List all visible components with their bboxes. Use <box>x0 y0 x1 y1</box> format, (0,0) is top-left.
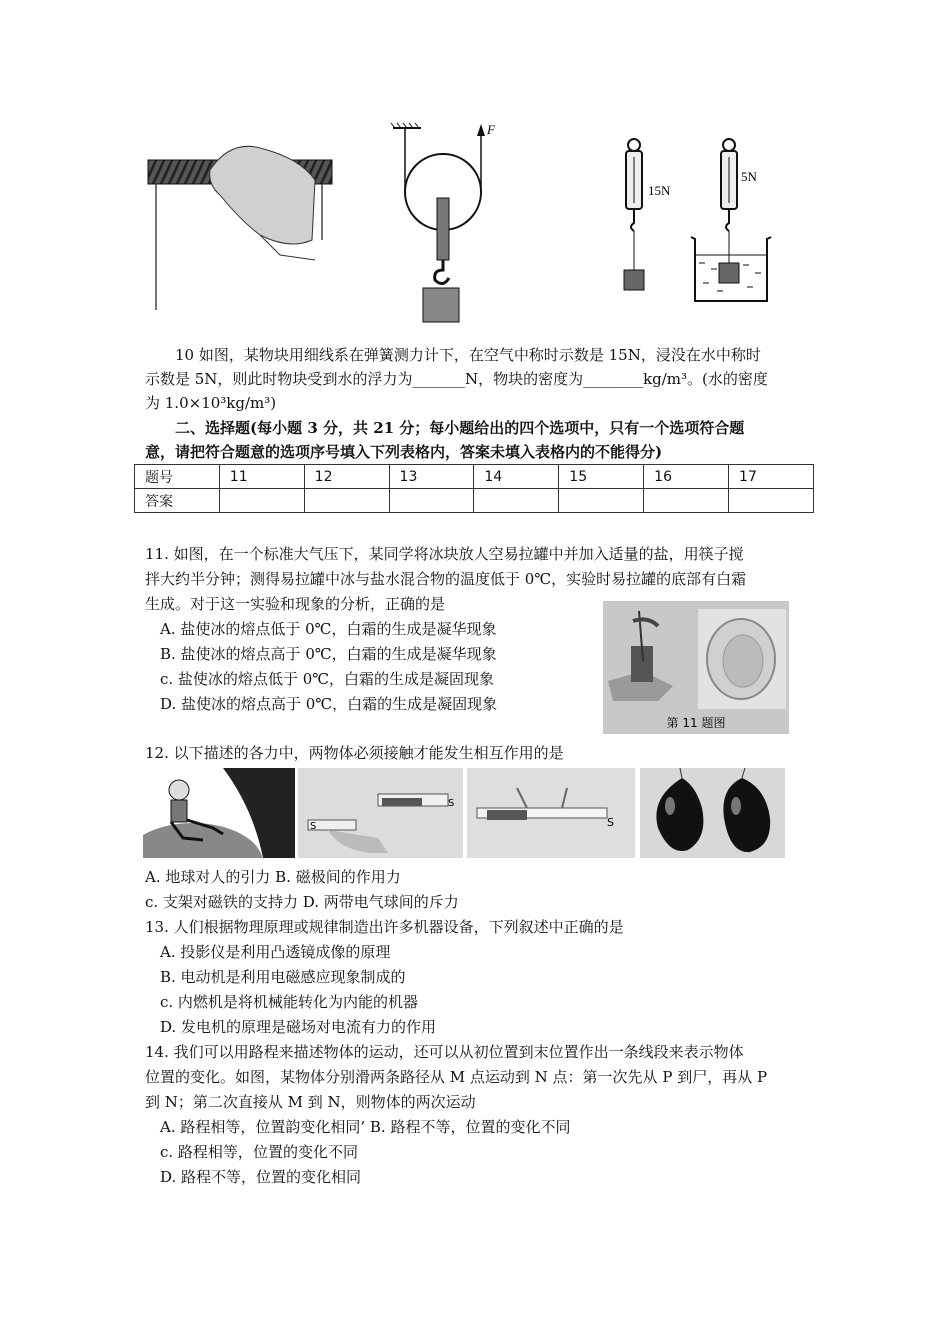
q12-options-a-b: A. 地球对人的引力 B. 磁极间的作用力 <box>145 868 401 886</box>
answer-cell[interactable] <box>729 489 814 513</box>
q11-option-b: B. 盐使冰的熔点高于 0℃，白霜的生成是凝华现象 <box>160 645 497 663</box>
answer-cell[interactable] <box>474 489 559 513</box>
q14-line-1: 14. 我们可以用路程来描述物体的运动，还可以从初位置到末位置作出一条线段来表示物体 <box>145 1043 744 1061</box>
answer-cell[interactable] <box>644 489 729 513</box>
answer-cell[interactable] <box>559 489 644 513</box>
q12-image-a-earth-boy <box>143 768 295 858</box>
q13-option-b: B. 电动机是利用电磁感应现象制成的 <box>160 968 406 986</box>
q10-line-1: 10 如图，某物块用细线系在弹簧测力计下，在空气中称时示数是 15N，浸没在水中称时 <box>175 346 761 364</box>
q12-stem: 12. 以下描述的各力中，两物体必须接触才能发生相互作用的是 <box>145 744 564 762</box>
rope-hand-figure <box>140 140 340 330</box>
q13-stem: 13. 人们根据物理原理或规律制造出许多机器设备，下列叙述中正确的是 <box>145 918 624 936</box>
answer-cell[interactable] <box>304 489 389 513</box>
table-cell: 17 <box>729 465 814 489</box>
q12-image-c-magnet-stand <box>467 768 635 858</box>
magnet-label-s: S <box>310 821 317 832</box>
table-header-number: 题号 <box>135 465 220 489</box>
q12-options-c-d: c. 支架对磁铁的支持力 D. 两带电气球间的斥力 <box>145 893 459 911</box>
pulley-figure <box>385 120 505 330</box>
q14-line-3: 到 N；第二次直接从 M 到 N，则物体的两次运动 <box>145 1093 476 1111</box>
force-label: F <box>487 122 495 137</box>
table-cell: 11 <box>219 465 304 489</box>
answer-table <box>134 464 814 513</box>
table-cell: 15 <box>559 465 644 489</box>
q13-option-d: D. 发电机的原理是磁场对电流有力的作用 <box>160 1018 437 1036</box>
q14-option-d: D. 路程不等，位置的变化相同 <box>160 1168 362 1186</box>
q11-caption: 第 11 题图 <box>666 716 726 730</box>
q13-option-c: c. 内燃机是将机械能转化为内能的机器 <box>160 993 418 1011</box>
q11-option-d: D. 盐使冰的熔点高于 0℃，白霜的生成是凝固现象 <box>160 695 498 713</box>
table-cell: 12 <box>304 465 389 489</box>
q14-options-a-b: A. 路程相等，位置韵变化相同’ B. 路程不等，位置的变化不同 <box>160 1118 571 1136</box>
section2-line-2: 意，请把符合题意的选项序号填入下列表格内，答案未填入表格内的不能得分) <box>145 443 663 461</box>
q13-option-a: A. 投影仪是利用凸透镜成像的原理 <box>160 943 391 961</box>
table-cell: 13 <box>389 465 474 489</box>
answer-cell[interactable] <box>389 489 474 513</box>
answer-cell[interactable] <box>219 489 304 513</box>
scale-reading-15n: 15N <box>648 183 671 198</box>
table-header-answer: 答案 <box>135 489 220 513</box>
q12-image-d-balloons <box>640 768 785 858</box>
magnet-label-s: S <box>448 798 455 809</box>
q11-line-3: 生成。对于这一实验和现象的分析，正确的是 <box>145 595 446 613</box>
section2-line-1: 二、选择题(每小题 3 分，共 21 分；每小题给出的四个选项中，只有一个选项符合题 <box>175 419 745 437</box>
q11-option-c: c. 盐使冰的熔点低于 0℃，白霜的生成是凝固现象 <box>160 670 495 688</box>
q11-option-a: A. 盐使冰的熔点低于 0℃，白霜的生成是凝华现象 <box>160 620 497 638</box>
scale-reading-5n: 5N <box>741 169 757 184</box>
q14-option-c: c. 路程相等，位置的变化不同 <box>160 1143 358 1161</box>
q14-line-2: 位置的变化。如图，某物体分别滑两条路径从 M 点运动到 N 点：第一次先从 P 到尸，再从 P <box>145 1068 768 1086</box>
spring-scale-water-figure <box>685 135 795 310</box>
q10-line-3: 为 1.0×10³kg/m³) <box>145 394 277 412</box>
q11-line-2: 拌大约半分钟；测得易拉罐中冰与盐水混合物的温度低于 0℃，实验时易拉罐的底部有白霜 <box>145 570 747 588</box>
q11-line-1: 11. 如图，在一个标准大气压下，某同学将冰块放人空易拉罐中并加入适量的盐，用筷子搅 <box>145 545 744 563</box>
q11-photo <box>603 601 789 734</box>
q12-image-b-magnets <box>298 768 463 858</box>
magnet-label-s: S <box>607 816 614 829</box>
table-cell: 16 <box>644 465 729 489</box>
table-row <box>135 489 814 513</box>
table-row <box>135 465 814 489</box>
spring-scale-air-figure <box>610 135 690 295</box>
table-cell: 14 <box>474 465 559 489</box>
q10-line-2: 示数是 5N，则此时物块受到水的浮力为_______N，物块的密度为________kg/m³。(水的密度 <box>145 370 768 388</box>
